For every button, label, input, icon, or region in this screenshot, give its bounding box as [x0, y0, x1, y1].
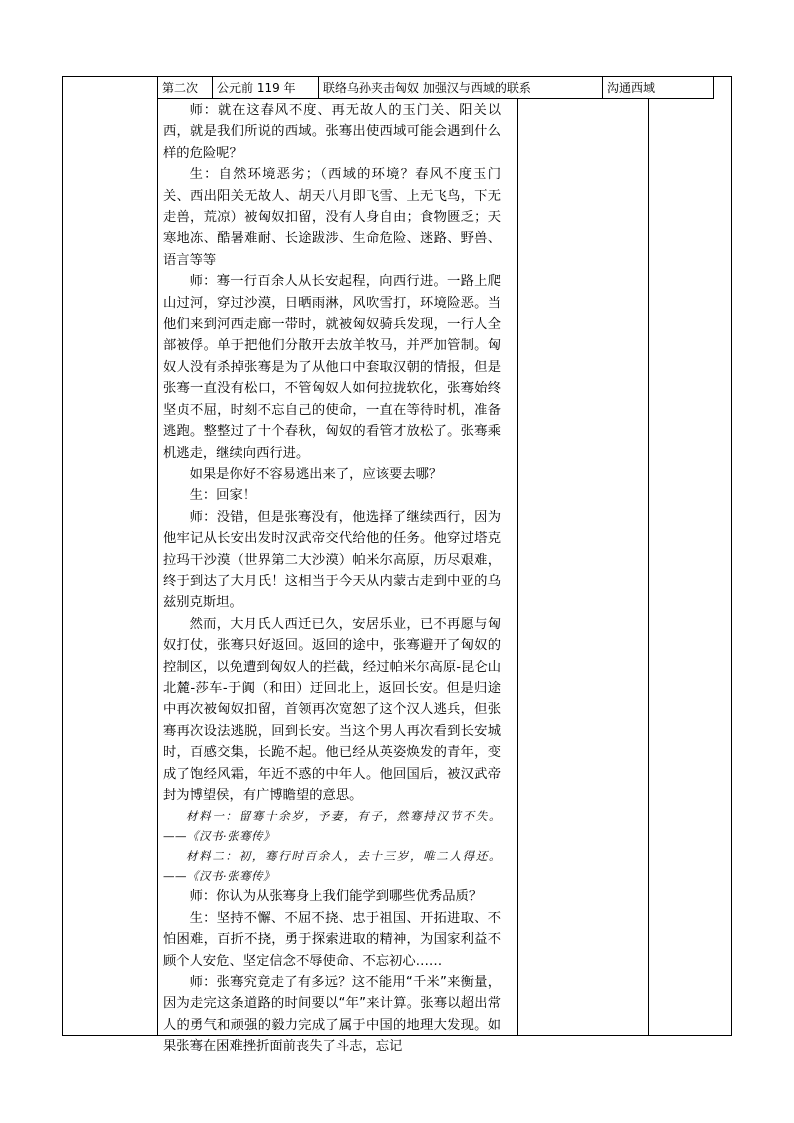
- citation-material-2: 材料二：初，骞行时百余人，去十三岁，唯二人得还。 ——《汉书·张骞传》: [163, 849, 501, 884]
- column-divider-1: [157, 76, 158, 1036]
- lesson-text: [163, 100, 501, 1058]
- paragraph: 师：没错，但是张骞没有，他选择了继续西行，因为他牢记从长安出发时汉武帝交代给他的任务。他穿过塔克拉玛干沙漠（世界第二大沙漠）帕米尔高原，历尽艰难，终于到达了大月氏！这相当于今天从内蒙古走到中亚的乌兹别克斯坦。: [163, 509, 501, 611]
- header-order: 第二次: [162, 81, 199, 95]
- header-result: 沟通西域: [607, 81, 656, 95]
- paragraph: 师：张骞究竟走了有多远？这不能用“千米”来衡量，因为走完这条道路的时间要以“年”来计算。张骞以超出常人的勇气和顽强的毅力完成了属于中国的地理大发现。如果张骞在困难挫折面前丧失了斗志，忘记: [163, 975, 501, 1055]
- header-row-bottom-border: [157, 98, 714, 99]
- paragraph: 师：你认为从张骞身上我们能学到哪些优秀品质？: [189, 889, 483, 905]
- citation-material-1: 材料一：留骞十余岁，予妻，有子，然骞持汉节不失。 ——《汉书·张骞传》: [163, 809, 501, 844]
- paragraph: 师：就在这春风不度、再无故人的玉门关、阳关以西，就是我们所说的西域。张骞出使西域可能会遇到什么样的危险呢？: [163, 103, 501, 161]
- paragraph: 生：坚持不懈、不屈不挠、忠于祖国、开拓进取、不怕困难，百折不挠，勇于探索进取的精神，为国家利益不顾个人安危、坚定信念不辱使命、不忘初心……: [163, 910, 501, 969]
- paragraph: 如果是你好不容易逃出来了，应该要去哪？: [189, 466, 443, 482]
- header-divider-4: [713, 76, 714, 98]
- table-left-border: [62, 76, 63, 1036]
- paragraph: 师：骞一行百余人从长安起程，向西行进。一路上爬山过河，穿过沙漠，日晒雨淋，风吹雪打，环境险恶。当他们来到河西走廊一带时，就被匈奴骑兵发现，一行人全部被俘。单于把他们分散开去放羊牧马，并严加管制。匈奴人没有杀掉张骞是为了从他口中套取汉朝的情报，但是张骞一直没有松口，不管匈奴人如何拉拢软化，张骞始终坚贞不屈，时刻不忘自己的使命，一直在等待时机，准备逃跑。整整过了十个春秋，匈奴的看管才放松了。张骞乘机逃走，继续向西行进。: [163, 274, 501, 461]
- column-divider-3: [648, 98, 649, 1036]
- header-year: 公元前 119 年: [217, 81, 296, 95]
- column-divider-2: [517, 98, 518, 1036]
- paragraph: 生：自然环境恶劣；（西域的环境？春风不度玉门关、西出阳关无故人、胡天八月即飞雪、上无飞鸟，下无走兽，荒凉）被匈奴扣留，没有人身自由；食物匮乏；天寒地冻、酷暑难耐、长途跋涉、生命危险、迷路、野兽、语言等等: [163, 167, 501, 268]
- paragraph: 然而，大月氏人西迁已久，安居乐业，已不再愿与匈奴打仗，张骞只好返回。返回的途中，张骞避开了匈奴的控制区，以免遭到匈奴人的拦截，经过帕米尔高原-昆仑山北麓-莎车-于阗（和田）迂回北上，返回长安。但是归途中再次被匈奴扣留，首领再次宽恕了这个汉人逃兵，但张骞再次设法逃脱，回到长安。当这个男人再次看到长安城时，百感交集，长跪不起。他已经从英姿焕发的青年，变成了饱经风霜，年近不惑的中年人。他回国后，被汉武帝封为博望侯，有广博瞻望的意思。: [163, 616, 501, 803]
- table-top-border: [62, 76, 732, 77]
- paragraph: 生：回家！: [189, 488, 257, 504]
- header-purpose: 联络乌孙夹击匈奴 加强汉与西域的联系: [323, 81, 531, 95]
- table-right-border: [731, 76, 732, 1036]
